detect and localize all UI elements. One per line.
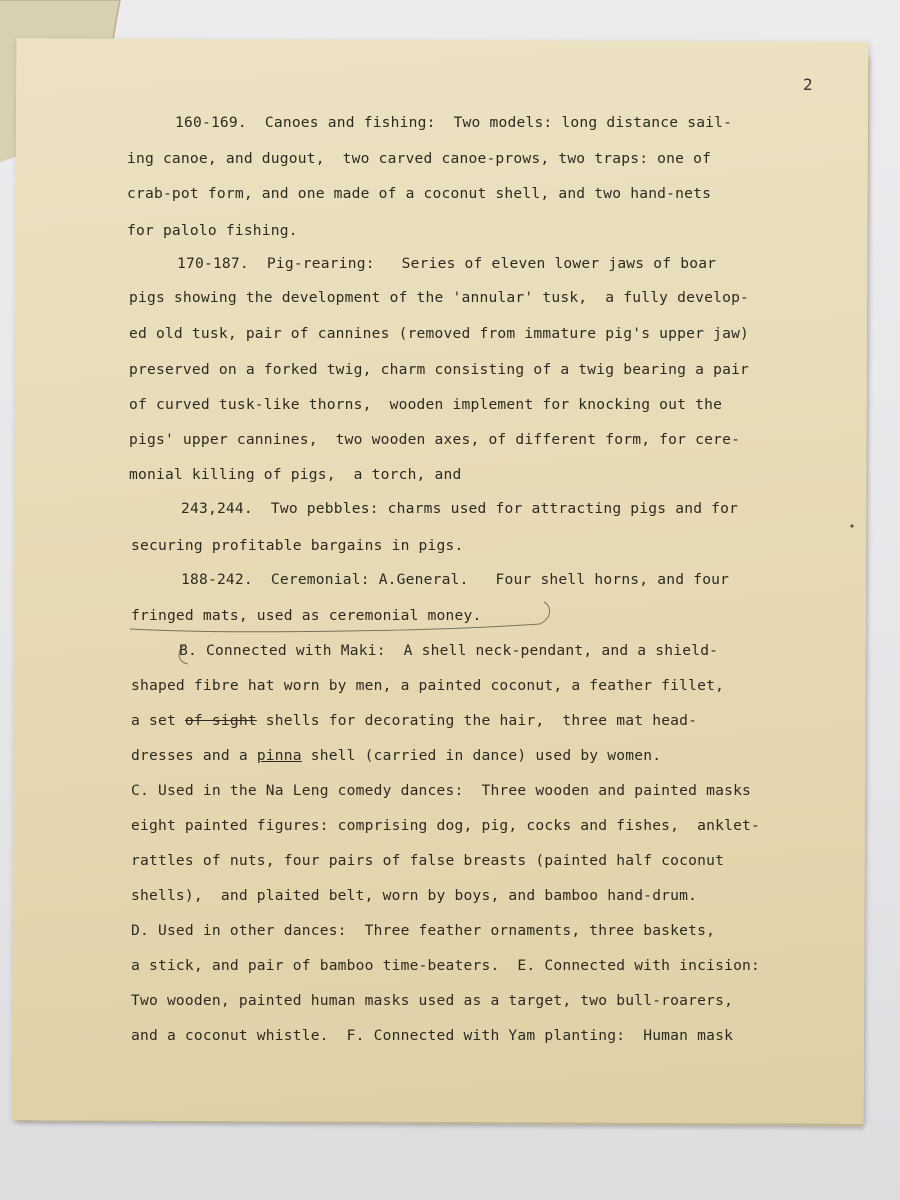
text-line-19 — [131, 747, 661, 764]
text-line-25: a stick, and pair of bamboo time-beaters. E. Connected with incision: — [131, 957, 761, 974]
text-line-3: crab-pot form, and one made of a coconut shell, and two hand-nets — [127, 185, 712, 202]
text-line-18-start: a set — [131, 712, 185, 729]
text-line-4: for palolo fishing. — [127, 222, 298, 239]
text-line-13: securing profitable bargains in pigs. — [131, 537, 464, 554]
text-line-24: D. Used in other dances: Three feather ornaments, three baskets, — [131, 922, 716, 939]
text-line-23: shells), and plaited belt, worn by boys, and bamboo hand-drum. — [131, 887, 698, 904]
underlined-word: pinna — [256, 747, 302, 764]
text-line-17: shaped fibre hat worn by men, a painted coconut, a feather fillet, — [131, 677, 725, 694]
text-line-7: ed old tusk, pair of cannines (removed from immature pig's upper jaw) — [129, 325, 750, 342]
text-line-26: Two wooden, painted human masks used as a target, two bull-roarers, — [131, 992, 734, 1009]
page-number: 2 — [803, 75, 813, 94]
text-line-16: B. Connected with Maki: A shell neck-pendant, and a shield- — [179, 642, 719, 659]
text-line-18-end: shells for decorating the hair, three mat head- — [256, 712, 698, 729]
text-line-6: pigs showing the development of the 'annular' tusk, a fully develop- — [129, 289, 750, 306]
text-line-21: eight painted figures: comprising dog, pig, cocks and fishes, anklet- — [131, 817, 761, 834]
text-line-19-end: shell (carried in dance) used by women. — [301, 747, 662, 764]
text-line-20: C. Used in the Na Leng comedy dances: Three wooden and painted masks — [131, 782, 752, 799]
text-line-9: of curved tusk-like thorns, wooden implement for knocking out the — [129, 396, 723, 413]
struck-through-text: of sight — [184, 712, 257, 729]
text-line-5: 170-187. Pig-rearing: Series of eleven lower jaws of boar — [177, 255, 717, 272]
text-line-11: monial killing of pigs, a torch, and — [129, 466, 462, 483]
text-line-10: pigs' upper cannines, two wooden axes, of different form, for cere- — [129, 431, 741, 448]
text-line-18 — [131, 712, 697, 729]
text-line-15: fringed mats, used as ceremonial money. — [131, 607, 482, 624]
text-line-1: 160-169. Canoes and fishing: Two models: long distance sail- — [175, 114, 733, 131]
text-line-27: and a coconut whistle. F. Connected with Yam planting: Human mask — [131, 1027, 734, 1044]
text-line-2: ing canoe, and dugout, two carved canoe-prows, two traps: one of — [127, 150, 712, 167]
text-line-8: preserved on a forked twig, charm consisting of a twig bearing a pair — [129, 361, 750, 378]
text-line-12: 243,244. Two pebbles: charms used for attracting pigs and for — [181, 500, 739, 517]
text-line-22: rattles of nuts, four pairs of false breasts (painted half coconut — [131, 852, 725, 869]
text-line-14: 188-242. Ceremonial: A.General. Four shell horns, and four — [181, 571, 730, 588]
text-line-19-start: dresses and a — [131, 747, 257, 764]
